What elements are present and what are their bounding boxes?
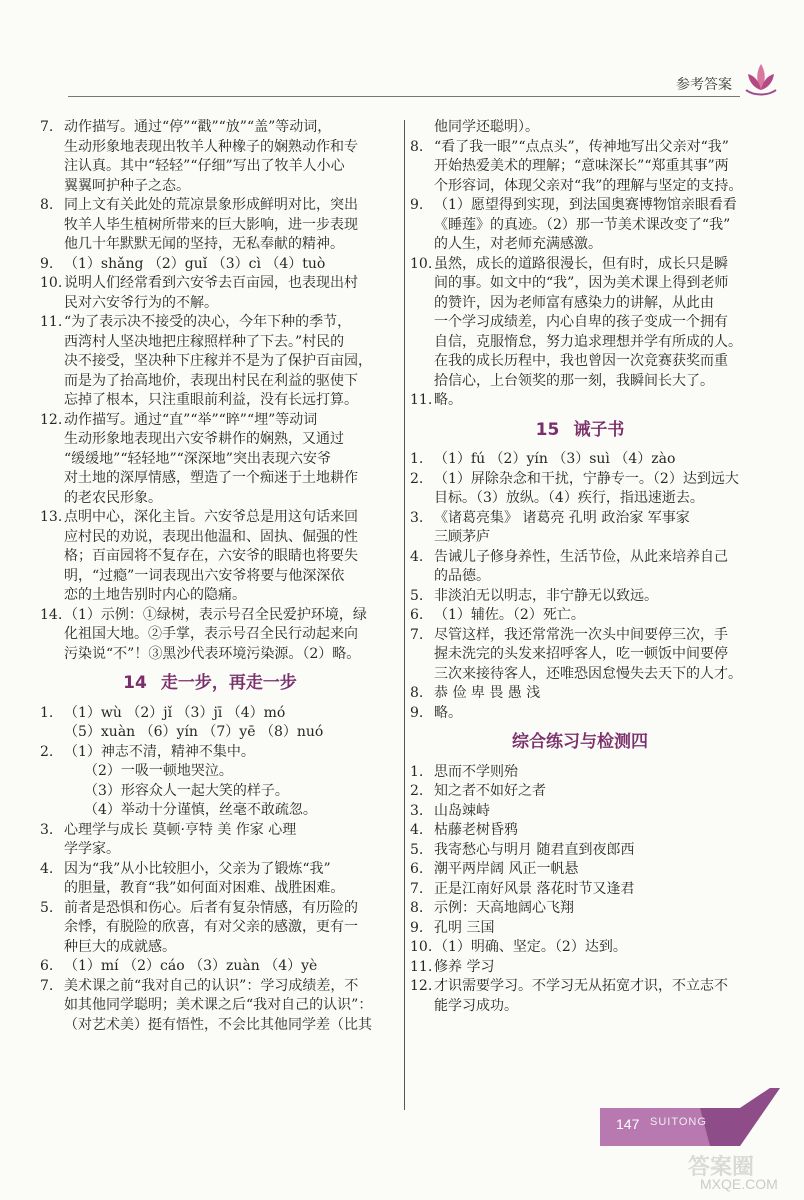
answer-text: 在我的成长历程中，我也曾因一次竞赛获奖而重 bbox=[434, 353, 728, 369]
answer-item bbox=[410, 802, 750, 822]
answer-number: 10. bbox=[410, 939, 433, 955]
answer-text: 《睡莲》的真迹。（2）那一节美术课改变了“我” bbox=[434, 216, 731, 233]
answer-number: 5. bbox=[410, 587, 424, 604]
answer-item bbox=[40, 801, 380, 821]
answer-text: 忘掉了根本，只注重眼前利益，没有长远打算。 bbox=[64, 392, 358, 408]
answer-text: 前者是恐惧和伤心。后者有复杂情感，有历险的 bbox=[64, 899, 358, 916]
answer-item bbox=[410, 841, 750, 861]
answer-number: 8. bbox=[410, 685, 424, 701]
answer-number: 5. bbox=[40, 899, 54, 916]
lotus-logo-icon bbox=[744, 60, 778, 100]
answer-text: （1）屏除杂念和干扰，宁静专一。（2）达到远大 bbox=[434, 470, 739, 487]
answer-item bbox=[410, 626, 750, 685]
answer-number: 8. bbox=[40, 197, 54, 213]
answer-item bbox=[40, 957, 380, 977]
answer-text: （1）shǎng （2）guǐ （3）cì （4）tuò bbox=[64, 255, 326, 272]
answer-text: 目标。（3）放纵。（4）疾行，指迅速逝去。 bbox=[434, 490, 704, 506]
answer-text: 的老农民形象。 bbox=[64, 489, 162, 506]
answer-item bbox=[40, 274, 380, 313]
answer-text: 格；百亩园将不复存在，六安爷的眼睛也将要失 bbox=[64, 548, 358, 564]
answer-text: 心理学与成长 莫顿·亨特 美 作家 心理 bbox=[64, 821, 297, 838]
answer-text: （1）明确、坚定。（2）达到。 bbox=[434, 939, 627, 955]
answer-item bbox=[40, 762, 380, 782]
answer-text: 说明人们经常看到六安爷去百亩园，也表现出村 bbox=[64, 275, 358, 291]
answer-text: 略。 bbox=[434, 392, 462, 408]
answer-item bbox=[410, 977, 750, 1016]
section-title: 诫子书 bbox=[573, 419, 625, 440]
answer-number: 3. bbox=[40, 821, 54, 838]
answer-item bbox=[40, 411, 380, 509]
answer-number: 7. bbox=[40, 977, 54, 994]
answer-number: 5. bbox=[410, 841, 424, 858]
section-heading-14 bbox=[40, 674, 380, 694]
answer-text: 山岛竦峙 bbox=[434, 802, 490, 819]
answer-text: 西湾村人坚决地把庄稼照样种了下去。”村民的 bbox=[64, 333, 345, 350]
answer-text: 如其他同学聪明；美术课之后“我对自己的认识”： bbox=[64, 997, 373, 1013]
answer-text: 余悸，有脱险的欣喜，有对父亲的感激，更有一 bbox=[64, 919, 358, 935]
answer-item bbox=[410, 450, 750, 470]
answer-text: （1）辅佐。（2）死亡。 bbox=[434, 607, 585, 623]
section-number: 14 bbox=[123, 673, 147, 693]
answer-text: （3）形容众人一起大笑的样子。 bbox=[84, 782, 289, 799]
section-heading-review bbox=[410, 733, 750, 753]
answer-item bbox=[410, 548, 750, 587]
answer-number: 14. bbox=[40, 606, 63, 623]
answer-item bbox=[410, 587, 750, 607]
answer-number: 7. bbox=[410, 880, 424, 897]
answer-number: 11. bbox=[40, 314, 63, 330]
answer-text: 明，“过瘾”一词表现出六安爷将要与他深深依 bbox=[64, 567, 345, 584]
answer-item bbox=[410, 255, 750, 392]
answer-item bbox=[40, 606, 380, 665]
answer-text: 尽管这样，我还常常洗一次头中间要停三次，手 bbox=[434, 626, 728, 643]
answer-item bbox=[40, 313, 380, 411]
answer-item bbox=[40, 899, 380, 958]
answer-number: 3. bbox=[410, 509, 424, 526]
answer-text: （1）神志不清，精神不集中。 bbox=[64, 743, 255, 760]
answer-number: 9. bbox=[40, 255, 54, 272]
answer-text: 化祖国大地。②手掌，表示号召全民行动起来向 bbox=[64, 626, 358, 642]
header-title: 参考答案 bbox=[676, 77, 732, 93]
answer-text: 美术课之前“我对自己的认识”：学习成绩差，不 bbox=[64, 977, 359, 994]
answer-item bbox=[40, 860, 380, 899]
section-number: 15 bbox=[535, 419, 560, 440]
answer-text: 牧羊人毕生植树所带来的巨大影响，进一步表现 bbox=[64, 216, 358, 233]
watermark-text: 答案圈 bbox=[688, 1155, 755, 1180]
answer-number: 2. bbox=[40, 743, 54, 760]
answer-number: 12. bbox=[40, 411, 63, 428]
answer-text: 生动形象地表现出六安爷耕作的娴熟，又通过 bbox=[64, 431, 344, 447]
answer-number: 3. bbox=[410, 802, 424, 819]
answer-text: 的赞许，因为老师富有感染力的讲解，从此由 bbox=[434, 294, 714, 311]
answer-item bbox=[40, 977, 380, 1036]
answer-item bbox=[410, 196, 750, 255]
answer-number: 7. bbox=[40, 119, 54, 135]
answer-number: 4. bbox=[410, 822, 424, 838]
answer-number: 2. bbox=[410, 470, 424, 487]
answer-item bbox=[410, 704, 750, 724]
answer-item bbox=[410, 606, 750, 626]
answer-text: 示例：天高地阔心飞翔 bbox=[434, 900, 574, 916]
answer-text: 个形容词，体现父亲对“我”的理解与坚定的支持。 bbox=[434, 177, 743, 194]
left-column bbox=[40, 118, 380, 1035]
answer-text: 正是江南好风景 落花时节又逢君 bbox=[434, 880, 635, 897]
answer-item bbox=[410, 470, 750, 509]
answer-item bbox=[410, 899, 750, 919]
answer-text: 种巨大的成就感。 bbox=[64, 938, 176, 955]
answer-item bbox=[410, 391, 750, 411]
answer-text: 间的事。如文中的“我”，因为美术课上得到老师 bbox=[434, 275, 729, 291]
answer-text: 握未洗完的头发来招呼客人，吃一顿饭中间要停 bbox=[434, 646, 728, 662]
answer-number: 9. bbox=[410, 704, 424, 721]
answer-text: （1）wù （2）jǐ （3）jī （4）mó bbox=[64, 704, 286, 721]
answer-text: 他同学还聪明）。 bbox=[434, 119, 539, 135]
answer-text: 恭 俭 卑 畏 愚 浅 bbox=[434, 685, 541, 701]
answer-number: 1. bbox=[410, 763, 424, 780]
answer-item bbox=[40, 821, 380, 860]
answer-item bbox=[410, 821, 750, 841]
answer-text: 我寄愁心与明月 随君直到夜郎西 bbox=[434, 841, 635, 858]
header-rule bbox=[68, 96, 740, 97]
right-answer-list bbox=[410, 138, 750, 411]
answer-text: 恋的土地告别时内心的隐痛。 bbox=[64, 587, 246, 603]
section-title: 综合练习与检测四 bbox=[512, 732, 648, 752]
answer-text: “为了表示决不接受的决心，今年下种的季节， bbox=[64, 314, 352, 330]
answer-text: 枯藤老树昏鸦 bbox=[434, 822, 518, 838]
answer-text: 民对六安爷行为的不解。 bbox=[64, 294, 218, 311]
answer-text: 告诫儿子修身养性，生活节俭，从此来培养自己 bbox=[434, 548, 728, 565]
answer-number: 10. bbox=[410, 255, 433, 272]
answer-text: “看了我一眼”“点点头”，传神地写出父亲对“我” bbox=[434, 138, 729, 155]
answer-text: 污染说“不”！③黑沙代表环境污染源。（2）略。 bbox=[64, 645, 361, 662]
answer-item bbox=[40, 508, 380, 606]
answer-text: （1）愿望得到实现，到法国奥赛博物馆亲眼看看 bbox=[434, 197, 737, 213]
answer-text: 的胆量，教育“我”如何面对困难、战胜困难。 bbox=[64, 880, 345, 896]
answer-text: 孔明 三国 bbox=[434, 919, 495, 936]
answer-number: 6. bbox=[40, 958, 54, 974]
answer-text: 自信，克服惰怠，努力追求理想并学有所成的人。 bbox=[434, 333, 742, 350]
answer-text: 虽然，成长的道路很漫长，但有时，成长只是瞬 bbox=[434, 255, 728, 272]
column-divider bbox=[404, 120, 405, 1110]
answer-text: （5）xuàn （6）yín （7）yē （8）nuó bbox=[64, 724, 324, 740]
answer-number: 8. bbox=[410, 900, 424, 916]
answer-text: 动作描写。通过“直”“举”“晬”“埋”等动词 bbox=[64, 411, 318, 428]
answer-item bbox=[410, 509, 750, 548]
answer-number: 9. bbox=[410, 197, 424, 213]
answer-number: 6. bbox=[410, 607, 424, 623]
answer-text: （1）mí （2）cáo （3）zuàn （4）yè bbox=[64, 958, 318, 974]
answer-text: 翼翼呵护种子之态。 bbox=[64, 177, 190, 194]
answer-text: 《诸葛亮集》 诸葛亮 孔明 政治家 军事家 bbox=[434, 509, 690, 526]
answer-text: 而是为了抬高地价，表现出村民在利益的驱使下 bbox=[64, 372, 358, 389]
answer-item bbox=[410, 919, 750, 939]
answer-item bbox=[40, 743, 380, 763]
answer-number: 7. bbox=[410, 626, 424, 643]
answer-text: 能学习成功。 bbox=[434, 997, 518, 1014]
answer-text: 决不接受，坚决种下庄稼并不是为了保护百亩园， bbox=[64, 353, 372, 369]
answer-text: “缓缓地”“轻轻地”“深深地”突出表现六安爷 bbox=[64, 450, 331, 467]
answer-number: 1. bbox=[40, 704, 54, 721]
answer-text: 三顾茅庐 bbox=[434, 529, 490, 545]
answer-text: 拾信心，上台领奖的那一刻，我瞬间长大了。 bbox=[434, 372, 714, 389]
answer-text: 点明中心，深化主旨。六安爷总是用这句话来回 bbox=[64, 509, 358, 525]
answer-text: 一个学习成绩差，内心自卑的孩子变成一个拥有 bbox=[434, 314, 728, 330]
page-number: 147 bbox=[616, 1116, 640, 1132]
answer-item bbox=[410, 684, 750, 704]
answer-text: 修养 学习 bbox=[434, 958, 495, 975]
answer-text: 的人生，对老师充满感激。 bbox=[434, 236, 602, 252]
answer-text: 对土地的深厚情感，塑造了一个痴迷于土地耕作 bbox=[64, 470, 358, 486]
answer-item bbox=[40, 704, 380, 743]
answer-number: 8. bbox=[410, 138, 424, 155]
answer-text: 潮平两岸阔 风正一帆悬 bbox=[434, 861, 579, 877]
watermark-url: MXQE.COM bbox=[700, 1176, 778, 1192]
answer-text: （对艺术美）挺有悟性，不会比其他同学差（比其 bbox=[64, 1016, 372, 1033]
section-14-answer-list bbox=[40, 704, 380, 1036]
answer-text: 应村民的劝说，表现出他温和、固执、倔强的性 bbox=[64, 528, 358, 545]
continued-text bbox=[410, 118, 750, 138]
left-answer-list bbox=[40, 118, 380, 664]
answer-text: 略。 bbox=[434, 704, 462, 721]
review-answer-list bbox=[410, 763, 750, 1017]
answer-number: 11. bbox=[410, 958, 433, 975]
answer-number: 10. bbox=[40, 275, 63, 291]
answer-item bbox=[410, 763, 750, 783]
answer-text: 思而不学则殆 bbox=[434, 763, 518, 780]
answer-item bbox=[40, 255, 380, 275]
answer-text: 知之者不如好之者 bbox=[434, 783, 546, 799]
answer-text: 学学家。 bbox=[64, 841, 120, 857]
brand-text: SUITONG bbox=[650, 1116, 707, 1128]
answer-item bbox=[410, 782, 750, 802]
answer-number: 9. bbox=[410, 919, 424, 936]
answer-number: 12. bbox=[410, 978, 433, 994]
answer-text: 同上文有关此处的荒凉景象形成鲜明对比，突出 bbox=[64, 197, 358, 213]
answer-text: （1）fú （2）yín （3）suì （4）zào bbox=[434, 451, 676, 467]
answer-text: （2）一吸一顿地哭泣。 bbox=[84, 763, 233, 779]
answer-item bbox=[410, 958, 750, 978]
answer-item bbox=[410, 880, 750, 900]
answer-text: 动作描写。通过“停”“戳”“放”“盖”等动词， bbox=[64, 119, 332, 135]
answer-number: 4. bbox=[40, 860, 54, 877]
answer-item bbox=[410, 938, 750, 958]
answer-item bbox=[40, 118, 380, 196]
answer-text: 注认真。其中“轻轻”“仔细”写出了牧羊人小心 bbox=[64, 158, 345, 174]
answer-number: 6. bbox=[410, 861, 424, 877]
answer-item bbox=[410, 860, 750, 880]
answer-number: 11. bbox=[410, 392, 433, 408]
answer-text: （4）举动十分谨慎，丝毫不敢疏忽。 bbox=[84, 802, 317, 818]
right-column bbox=[410, 118, 750, 1016]
answer-item bbox=[40, 782, 380, 802]
answer-text: 开始热爱美术的理解；“意味深长”“郑重其事”两 bbox=[434, 158, 729, 174]
answer-item bbox=[40, 196, 380, 255]
answer-text: 的品德。 bbox=[434, 568, 490, 584]
answer-text: 才识需要学习。不学习无从拓宽才识，不立志不 bbox=[434, 978, 728, 994]
answer-number: 4. bbox=[410, 548, 424, 565]
answer-text: 三次来接待客人，还唯恐因怠慢失去天下的人才。 bbox=[434, 665, 742, 682]
answer-text: 因为“我”从小比较胆小，父亲为了锻炼“我” bbox=[64, 860, 331, 877]
answer-number: 13. bbox=[40, 509, 63, 525]
answer-text: 生动形象地表现出牧羊人种橡子的娴熟动作和专 bbox=[64, 138, 358, 155]
answer-text: 他几十年默默无闻的坚持，无私奉献的精神。 bbox=[64, 236, 344, 252]
answer-number: 2. bbox=[410, 783, 424, 799]
answer-item bbox=[410, 138, 750, 197]
section-title: 走一步，再走一步 bbox=[160, 673, 297, 693]
answer-number: 1. bbox=[410, 451, 424, 467]
section-heading-15 bbox=[410, 421, 750, 441]
section-15-answer-list bbox=[410, 450, 750, 723]
answer-text: 非淡泊无以明志，非宁静无以致远。 bbox=[434, 587, 658, 604]
answer-text: （1）示例：①绿树，表示号召全民爱护环境，绿 bbox=[64, 606, 367, 623]
